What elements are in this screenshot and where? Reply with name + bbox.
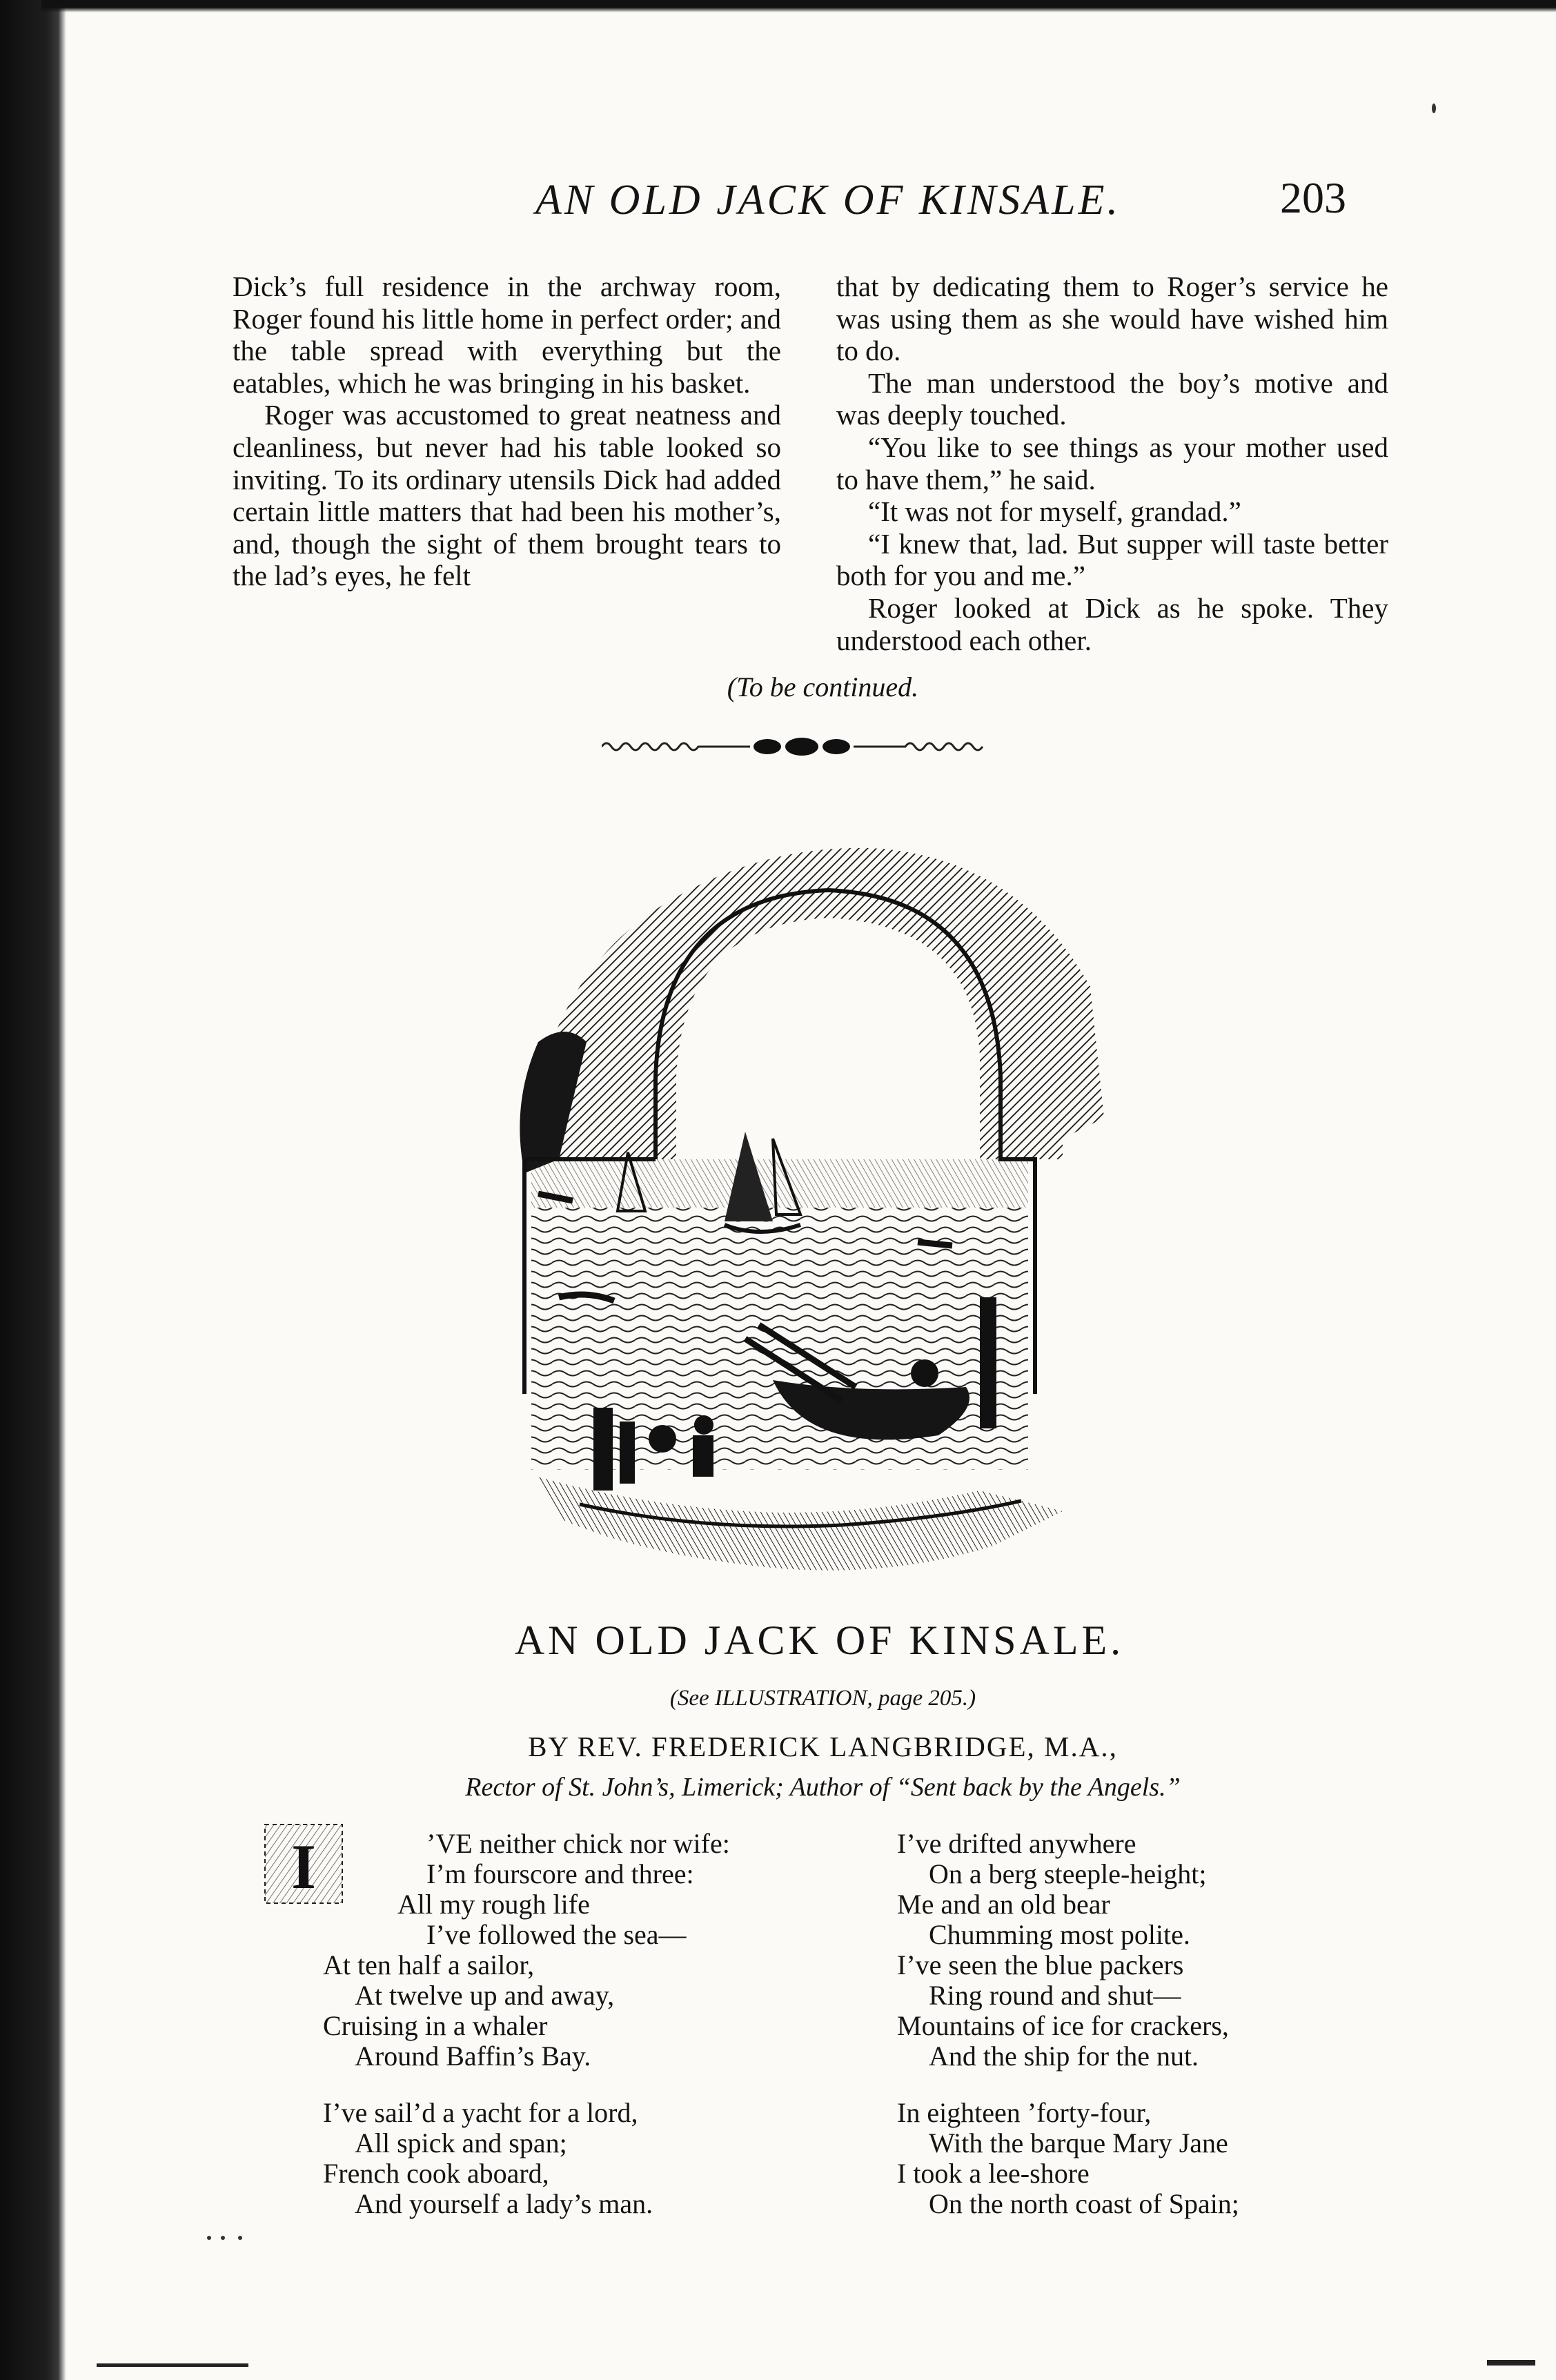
poem-line: All my rough life bbox=[397, 1889, 590, 1920]
see-illustration-note: (See ILLUSTRATION, page 205.) bbox=[669, 1686, 976, 1711]
poem-stanza bbox=[897, 2098, 1239, 2219]
poem-line: I took a lee-shore bbox=[897, 2158, 1090, 2189]
poem-line: With the barque Mary Jane bbox=[929, 2127, 1228, 2158]
ornament-divider bbox=[602, 733, 1002, 760]
poem-title: AN OLD JACK OF KINSALE. bbox=[514, 1617, 1125, 1663]
print-speck bbox=[1432, 104, 1436, 113]
page-number: 203 bbox=[1280, 173, 1346, 222]
bottom-edge-mark bbox=[1487, 2360, 1535, 2366]
story-right-column bbox=[836, 271, 1388, 656]
poem-line: On a berg steeple-height; bbox=[929, 1858, 1207, 1889]
harbour-archway-illustration bbox=[497, 814, 1159, 1601]
poem-line: And yourself a lady’s man. bbox=[355, 2188, 653, 2219]
poem-line: I’ve seen the blue packers bbox=[897, 1949, 1184, 1980]
story-left-column bbox=[233, 271, 781, 592]
poem-stanza bbox=[323, 2098, 653, 2219]
poem-line: Around Baffin’s Bay. bbox=[355, 2040, 591, 2072]
poem-line: Ring round and shut— bbox=[929, 1980, 1181, 2011]
poem-line: Chumming most polite. bbox=[929, 1919, 1190, 1950]
poem-line: And the ship for the nut. bbox=[929, 2040, 1199, 2072]
story-paragraph: “You like to see things as your mother used to have them,” he said. bbox=[836, 431, 1388, 495]
poem-line: In eighteen ’forty-four, bbox=[897, 2097, 1152, 2128]
print-speck bbox=[207, 2236, 211, 2240]
book-spine-shadow bbox=[0, 0, 66, 2380]
bottom-edge-mark bbox=[97, 2363, 248, 2367]
print-speck bbox=[238, 2236, 242, 2240]
page-top-edge bbox=[41, 0, 1556, 12]
story-paragraph: Dick’s full residence in the archway room, Roger found his little home in perfect order; and the table spread with everything but the eatables, which he was bringing in his basket. bbox=[233, 271, 781, 399]
poem-line: At ten half a sailor, bbox=[323, 1949, 535, 1980]
poem-line: All spick and span; bbox=[355, 2127, 567, 2158]
poem-line: On the north coast of Spain; bbox=[929, 2188, 1239, 2219]
poem-line: ’VE neither chick nor wife: bbox=[426, 1828, 730, 1859]
poem-stanza bbox=[323, 1829, 730, 2072]
print-speck bbox=[221, 2236, 225, 2240]
poem-line: At twelve up and away, bbox=[355, 1980, 615, 2011]
story-paragraph: Roger looked at Dick as he spoke. They understood each other. bbox=[836, 591, 1388, 656]
poem-stanza bbox=[897, 1829, 1229, 2072]
poem-byline: BY REV. FREDERICK LANGBRIDGE, M.A., bbox=[528, 1731, 1118, 1762]
poem-line: I’ve drifted anywhere bbox=[897, 1828, 1136, 1859]
poem-line: Cruising in a whaler bbox=[323, 2010, 548, 2041]
poem-line: I’ve sail’d a yacht for a lord, bbox=[323, 2097, 638, 2128]
poem-line: I’ve followed the sea— bbox=[426, 1919, 687, 1950]
running-header-title: AN OLD JACK OF KINSALE. bbox=[535, 177, 1121, 224]
drop-cap-letter: I bbox=[291, 1831, 316, 1902]
poem-line: French cook aboard, bbox=[323, 2158, 549, 2189]
story-paragraph: The man understood the boy’s motive and was deeply touched. bbox=[836, 366, 1388, 431]
author-credentials: Rector of St. John’s, Limerick; Author of “Sent back by the Angels.” bbox=[465, 1773, 1181, 1802]
poem-line: I’m fourscore and three: bbox=[426, 1858, 694, 1889]
to-be-continued-note: (To be continued. bbox=[727, 671, 919, 702]
story-paragraph: Roger was accustomed to great neatness and cleanliness, but never had his table looked so inviting. To its ordinary utensils Dick had added certain little matters that had been his mother’s, and, though the sight of them brought tears to the lad’s eyes, he felt bbox=[233, 399, 781, 592]
story-paragraph: “I knew that, lad. But supper will taste better both for you and me.” bbox=[836, 527, 1388, 592]
story-paragraph: that by dedicating them to Roger’s service he was using them as she would have wished him to do. bbox=[836, 271, 1388, 367]
poem-line: Mountains of ice for crackers, bbox=[897, 2010, 1229, 2041]
poem-line: Me and an old bear bbox=[897, 1889, 1110, 1920]
story-paragraph: “It was not for myself, grandad.” bbox=[868, 495, 1241, 528]
